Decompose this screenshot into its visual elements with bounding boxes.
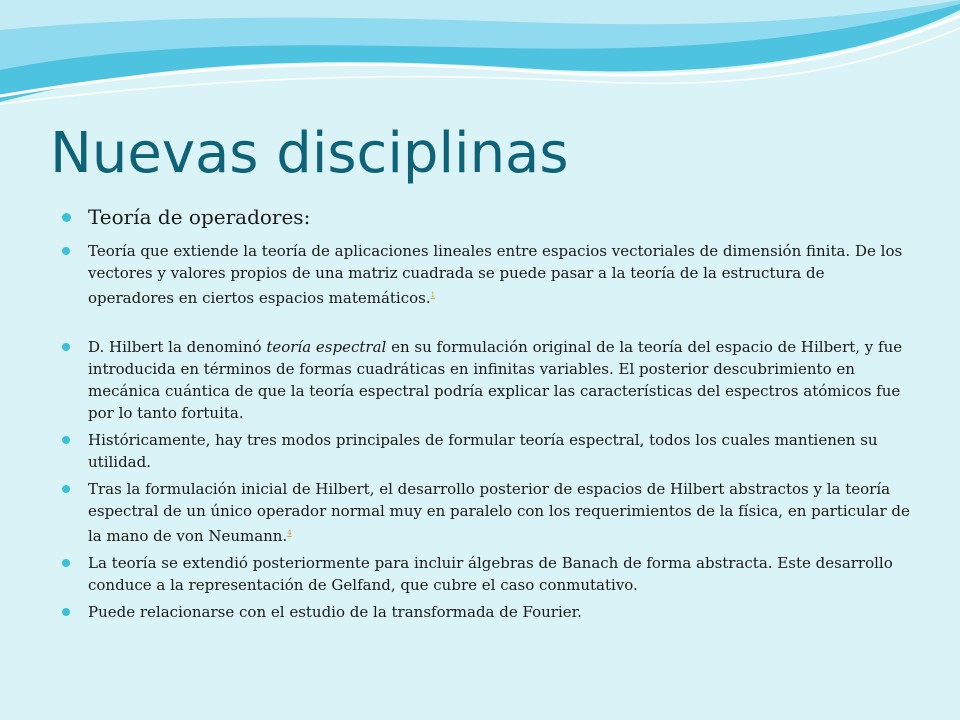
bullet-heading-text: Teoría de operadores: [88, 205, 311, 229]
bullet-item [62, 601, 912, 623]
header-wave-decoration [0, 0, 960, 110]
bullet-item [62, 552, 912, 596]
footnote-link[interactable]: 1 [430, 291, 436, 299]
bullet-text: Teoría que extiende la teoría de aplicaciones lineales entre espacios vectoriales de dimensión finita. De los vectores y valores propios de una matriz cuadrada se puede pasar a la teoría de la estructura de operadores en ciertos espacios matemáticos. [88, 242, 903, 307]
bullet-text: La teoría se extendió posteriormente para incluir álgebras de Banach de forma abstracta. Este desarrollo conduce a la representación de Gelfand, que cubre el caso conmutativo. [88, 554, 893, 594]
bullet-item [62, 478, 912, 547]
bullet-list [62, 202, 912, 628]
bullet-text: Puede relacionarse con el estudio de la transformada de Fourier. [88, 603, 582, 621]
bullet-item [62, 240, 912, 309]
bullet-heading [62, 202, 912, 232]
bullet-text: en su formulación original de la teoría del espacio de Hilbert, y fue introducida en términos de formas cuadráticas en infinitas variables. El posterior descubrimiento en mecánica cuántica de que la teoría espectral podría explicar las características del espectros atómicos fue por lo tanto fortuita. [88, 338, 903, 422]
bullet-item [62, 336, 912, 424]
footnote-link[interactable]: 4 [287, 529, 292, 537]
bullet-text: D. Hilbert la denominó [88, 338, 267, 356]
bullet-item [62, 429, 912, 473]
bullet-text: Tras la formulación inicial de Hilbert, el desarrollo posterior de espacios de Hilbert abstractos y la teoría espectral de un único operador normal muy en paralelo con los requerimientos de la física, en particular de la mano de von Neumann. [88, 480, 910, 545]
bullet-text: Históricamente, hay tres modos principales de formular teoría espectral, todos los cuales mantienen su utilidad. [88, 431, 878, 471]
slide-title: Nuevas disciplinas [50, 121, 569, 186]
emphasis-text: teoría espectral [266, 338, 387, 356]
